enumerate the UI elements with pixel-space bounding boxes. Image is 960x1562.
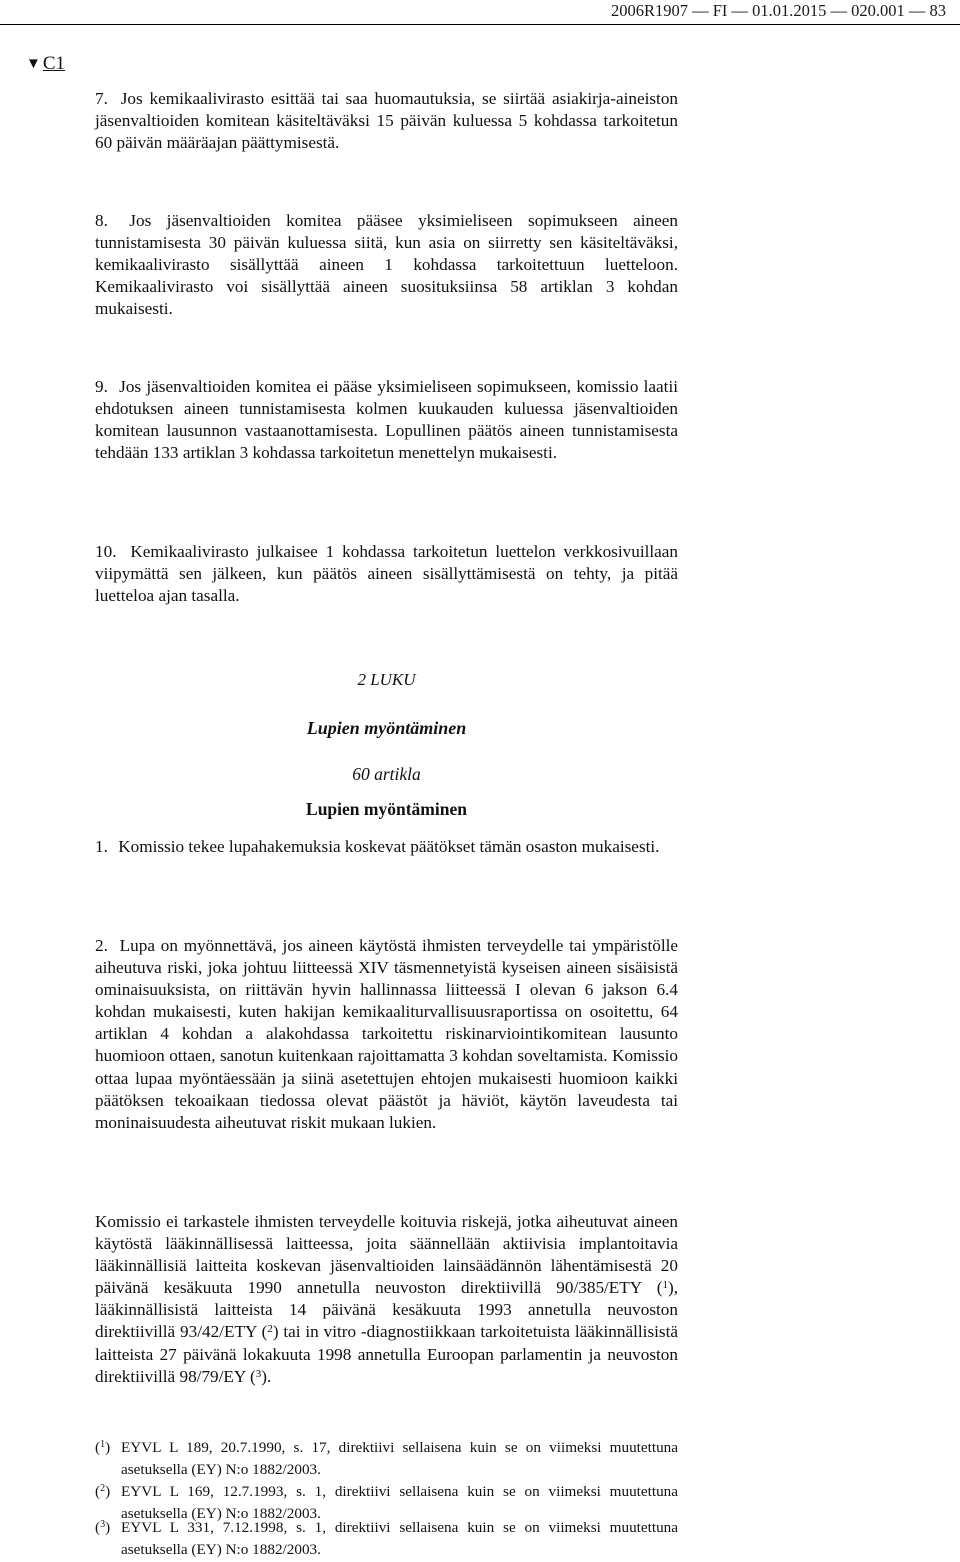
paragraph-text: Jos jäsenvaltioiden komitea pääsee yksimieliseen sopimukseen aineen tunnistamisesta 30 päivän kuluessa siitä, kun asia on siirretty sen käsiteltäväksi, kemikaalivirasto sisällyttää aineen 1 kohdassa tarkoitettuun luetteloon. Kemikaalivirasto voi sisällyttää aineen suosituksiinsa 58 artiklan 3 kohdan mukaisesti. xyxy=(95,211,678,319)
paragraph-text: Lupa on myönnettävä, jos aineen käytöstä ihmisten terveydelle tai ympäristölle aiheutuva riski, joka johtuu liitteessä XIV täsmennetyistä kyseisen aineen sisäisistä ominaisuuksista, on riittävän hyvin hallinnassa liitteessä I olevan 6 jakson 6.4 kohdan mukaisesti, kuten hakijan kemikaaliturvallisuusraportissa on osoitettu, 64 artiklan 4 kohdan a alakohdassa tarkoitettu riskinarviointikomitean lausunto huomioon ottaen, sanotun kuitenkaan rajoittamatta 3 kohdan soveltamista. Komissio ottaa lupaa myöntäessään ja siinä asetettujen ehtojen mukaisesti huomioon kaikki päätöksen tekoaikaan tiedossa olevat päästöt ja häviöt, käytön laveudesta tai moninaisuudesta aiheutuvat riskit mukaan lukien. xyxy=(95,936,679,1132)
chapter-number: 2 LUKU xyxy=(357,670,416,689)
paragraph-text: Komissio tekee lupahakemuksia koskevat päätökset tämän osaston mukaisesti. xyxy=(118,837,660,856)
article-paragraph-2 xyxy=(95,935,678,1134)
chapter-title: Lupien myöntäminen xyxy=(306,718,467,738)
footnote-text: EYVL L 331, 7.12.1998, s. 1, direktiivi sellaisena kuin se on viimeksi muutettuna asetuksella (EY) N:o 1882/2003. xyxy=(121,1519,678,1559)
amendment-code: C1 xyxy=(42,53,66,74)
paragraph-number: 8. xyxy=(95,211,108,230)
footnote-label: ($^3$) xyxy=(95,1519,111,1536)
paragraph-number: 9. xyxy=(95,377,108,396)
paragraph-9 xyxy=(95,376,678,464)
footnote-ref[interactable]: 3 xyxy=(255,1367,262,1380)
article-title: Lupien myöntäminen xyxy=(306,799,467,819)
running-header: 2006R1907 — FI — 01.01.2015 — 020.001 — 83 xyxy=(610,1,946,20)
article-paragraph-2-continuation xyxy=(95,1211,678,1388)
footnote-label: ($^1$) xyxy=(95,1439,111,1456)
paragraph-number: 1. xyxy=(95,837,108,856)
continuation-text: Komissio ei tarkastele ihmisten terveydelle koituvia riskejä, jotka aiheutuvat aineen käytöstä lääkinnällisessä laitteessa, joita säännellään aktiivisia implantoitavia lääkinnällisiä laitteita koskevan jäsenvaltioiden lainsäädännön lähentämisestä 20 päivänä kesäkuuta 1990 annetulla neuvoston direktiivillä 90/385/ETY ( xyxy=(95,1212,678,1298)
paragraph-8 xyxy=(95,210,678,320)
footnote-1 xyxy=(95,1437,678,1482)
paragraph-number: 10. xyxy=(95,542,117,561)
paragraph-text: Jos jäsenvaltioiden komitea ei pääse yksimieliseen sopimukseen, komissio laatii ehdotuksen aineen tunnistamisesta kolmen kuukauden kuluessa jäsenvaltioiden komitean lausunnon vastaanottamisesta. Lopullinen päätös aineen tunnistamisesta tehdään 133 artiklan 3 kohdassa tarkoitetun menettelyn mukaisesti. xyxy=(95,377,679,463)
continuation-text: ), lääkinnällisistä laitteista 14 päivänä kesäkuuta 1993 annetulla neuvoston direktiivillä 93/42/ETY ( xyxy=(95,1278,678,1342)
triangle-down-icon: ▼ xyxy=(26,56,41,72)
article-number: 60 artikla xyxy=(352,764,421,784)
paragraph-10 xyxy=(95,541,678,607)
footnote-3 xyxy=(95,1517,678,1562)
amendment-marker xyxy=(26,53,65,75)
paragraph-number: 2. xyxy=(95,936,108,955)
paragraph-text: Jos kemikaalivirasto esittää tai saa huomautuksia, se siirtää asiakirja-aineiston jäsenvaltioiden komitean käsiteltäväksi 15 päivän kuluessa 5 kohdassa tarkoitetun 60 päivän määräajan päättymisestä. xyxy=(95,89,679,153)
footnote-text: EYVL L 189, 20.7.1990, s. 17, direktiivi sellaisena kuin se on viimeksi muutettuna asetuksella (EY) N:o 1882/2003. xyxy=(121,1439,678,1479)
footnote-text: EYVL L 169, 12.7.1993, s. 1, direktiivi sellaisena kuin se on viimeksi muutettuna asetuksella (EY) N:o 1882/2003. xyxy=(121,1483,678,1523)
continuation-text: ) tai in vitro -diagnostiikkaan tarkoitetuista lääkinnällisistä laitteista 27 päivänä lokakuuta 1998 annetulla Euroopan parlamentin ja neuvoston direktiivillä 98/79/EY ( xyxy=(95,1322,678,1386)
paragraph-7 xyxy=(95,88,678,154)
footnote-ref[interactable]: 2 xyxy=(267,1323,273,1336)
article-paragraph-1 xyxy=(95,836,678,858)
footnote-ref[interactable]: 1 xyxy=(662,1279,668,1292)
paragraph-text: Kemikaalivirasto julkaisee 1 kohdassa tarkoitetun luettelon verkkosivuillaan viipymättä sen jälkeen, kun päätös aineen sisällyttämisestä on tehty, ja pitää luetteloa ajan tasalla. xyxy=(95,542,678,606)
header-rule xyxy=(0,24,960,25)
paragraph-number: 7. xyxy=(95,89,108,108)
footnote-label: ($^2$) xyxy=(95,1483,111,1500)
continuation-text: ). xyxy=(261,1366,272,1386)
